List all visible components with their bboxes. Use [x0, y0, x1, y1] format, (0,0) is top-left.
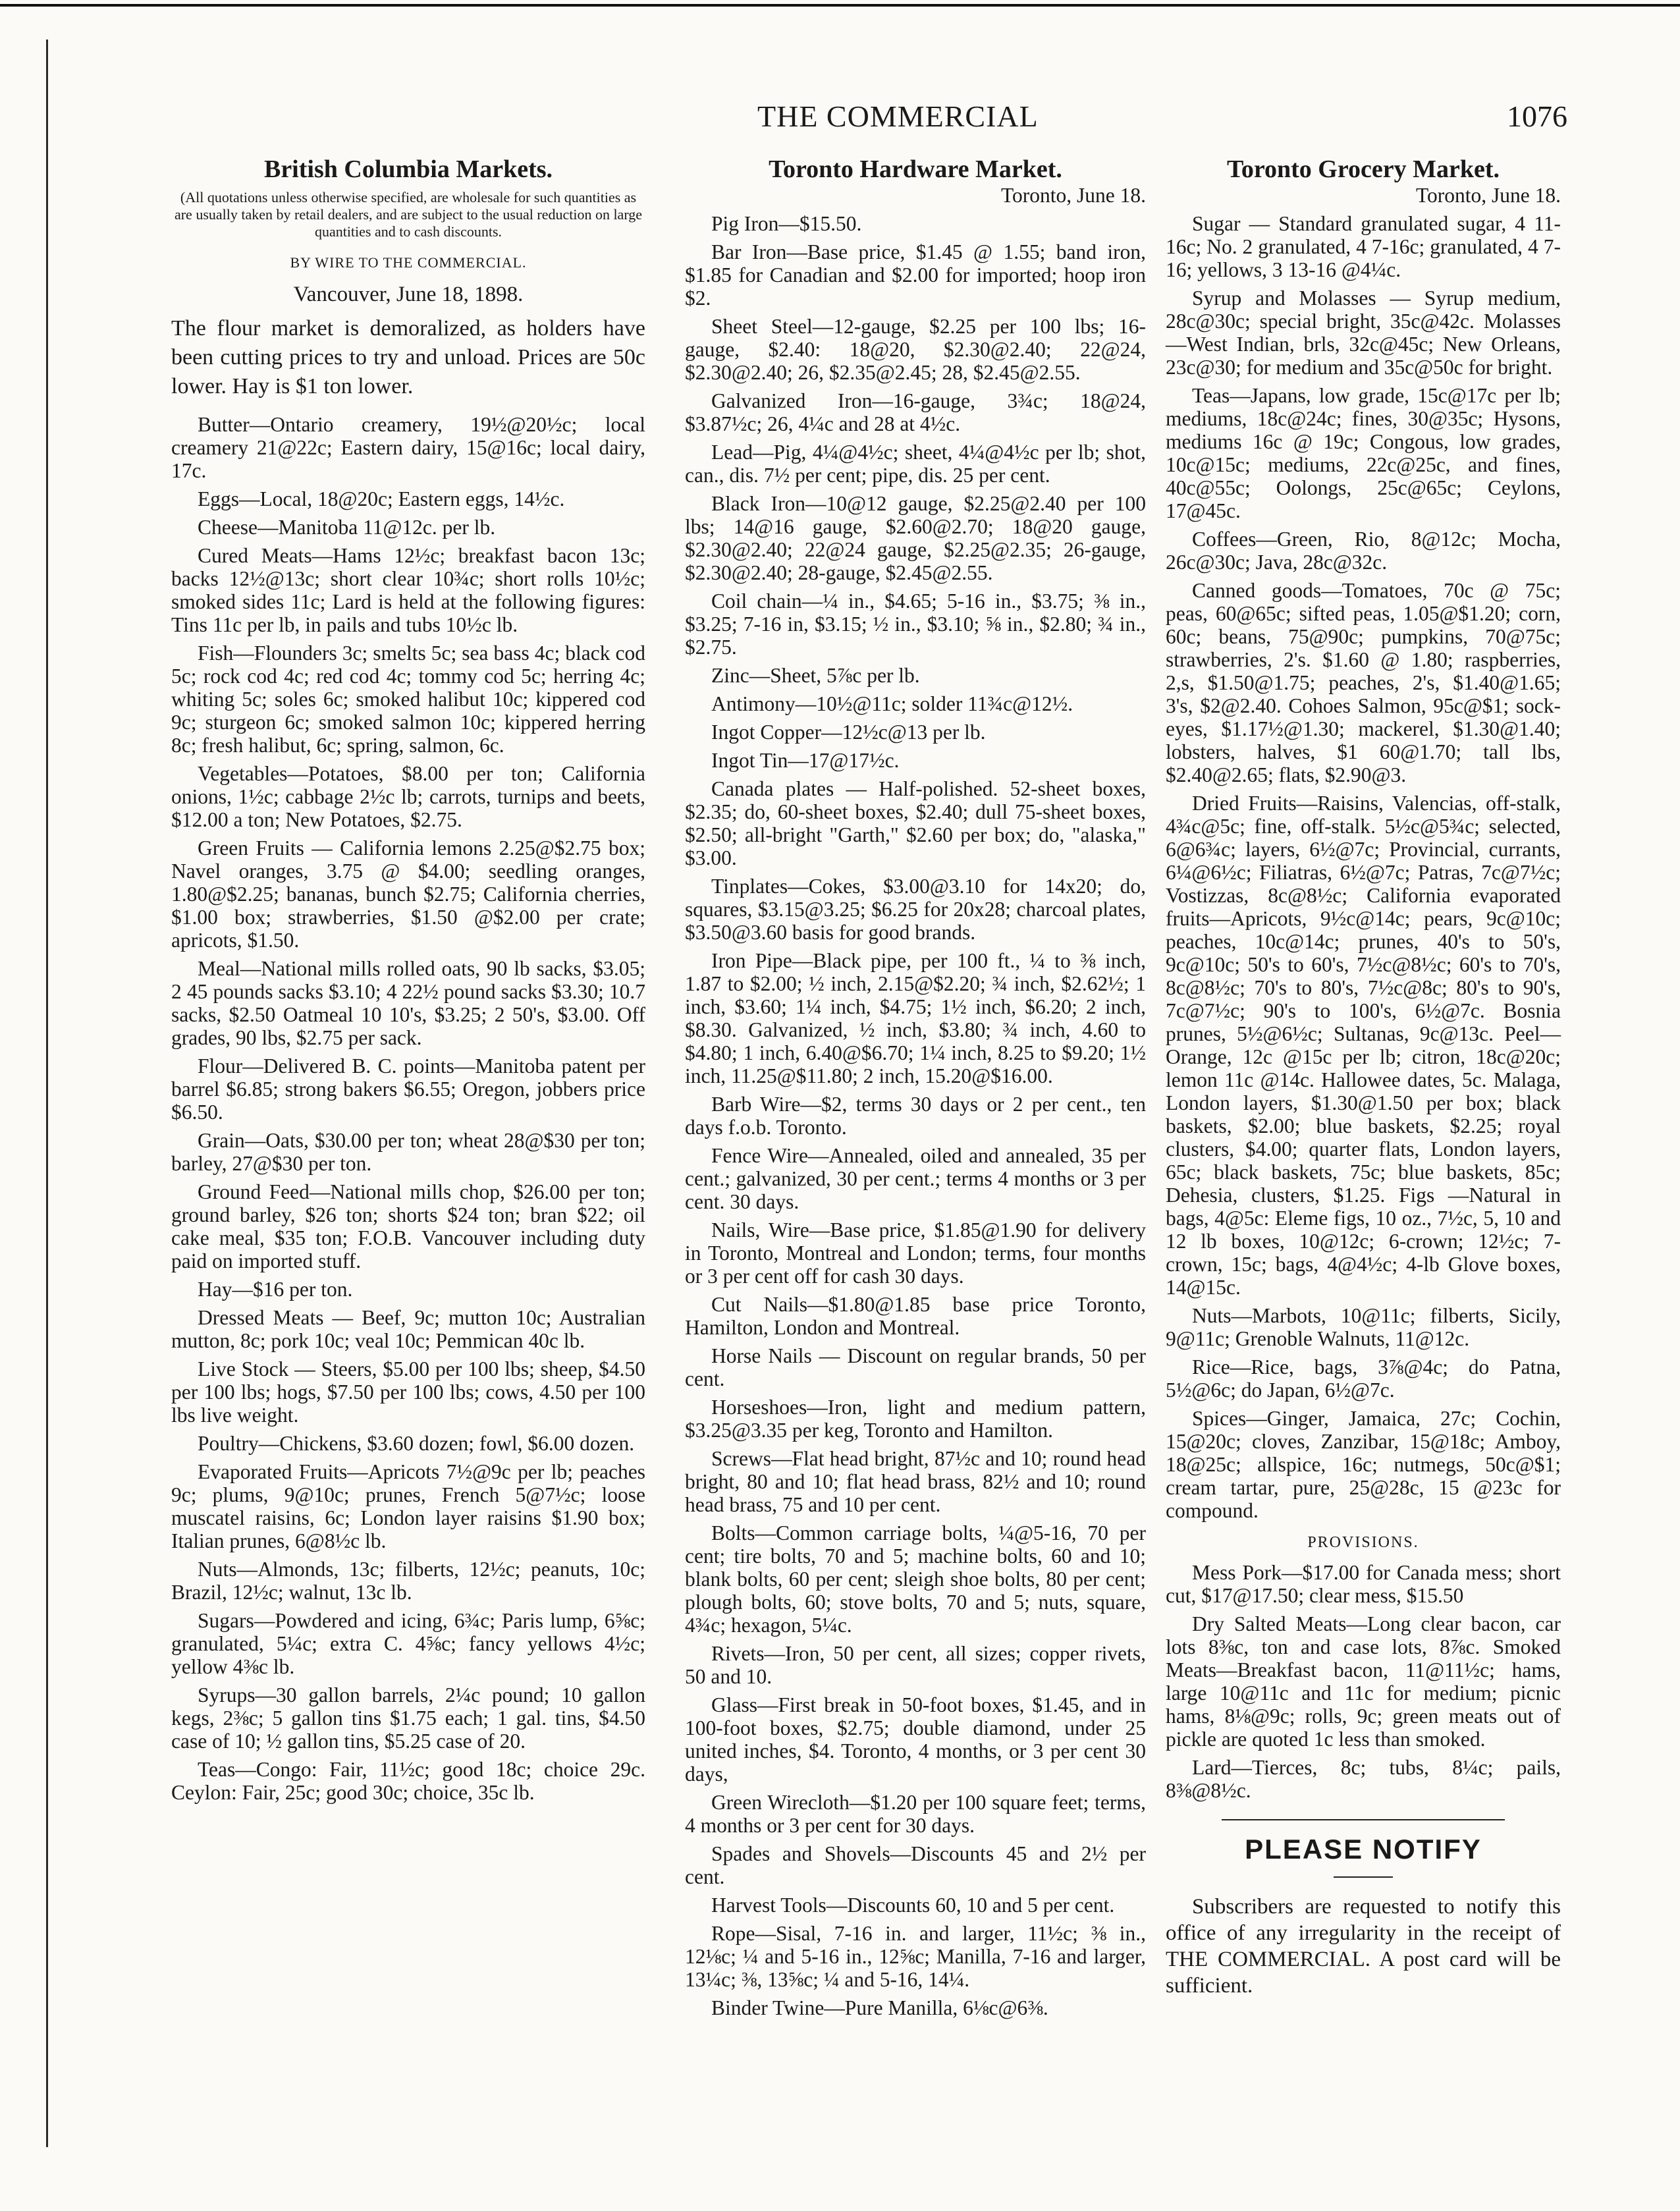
grocery-heading: Toronto Grocery Market.: [1226, 155, 1500, 183]
market-item: Syrup and Molasses — Syrup medium, 28c@30c; special bright, 35c@42c. Molasses—West Indian, brls, 32c@45c; New Orleans, 23c@30; for medium and 35c@50c for bright.: [1166, 287, 1561, 379]
market-item: Iron Pipe—Black pipe, per 100 ft., ¼ to ⅜ inch, 1.87 to $2.00; ½ inch, 2.15@$2.20; ¾ inch, $2.62½; 1 inch, $3.60; 1¼ inch, $4.75; 1½ inch, $6.20; 2 inch, $8.30. Galvanized, ½ inch, $3.80; ¾ inch, 4.60 to $4.80; 1 inch, 6.40@$6.70; 1¼ inch, 8.25 to $9.20; 1½ inch, 11.25@$11.80; 2 inch, 15.20@$16.00.: [685, 949, 1146, 1087]
column-hardware-market: [685, 155, 1146, 2025]
market-item: Grain—Oats, $30.00 per ton; wheat 28@$30 per ton; barley, 27@$30 per ton.: [171, 1129, 645, 1175]
market-item: Mess Pork—$17.00 for Canada mess; short cut, $17@17.50; clear mess, $15.50: [1166, 1561, 1561, 1607]
market-item: Live Stock — Steers, $5.00 per 100 lbs; sheep, $4.50 per 100 lbs; hogs, $7.50 per 100 lbs; cows, 4.50 per 100 lbs live weight.: [171, 1357, 645, 1427]
column-bc-markets: [171, 155, 645, 1809]
market-item: Ingot Copper—12½c@13 per lb.: [711, 721, 986, 744]
market-item: Dry Salted Meats—Long clear bacon, car lots 8⅜c, ton and case lots, 8⅞c. Smoked Meats—Breakfast bacon, 11@11½c; hams, large 10@11c and 11c for medium; picnic hams, 8⅛@9c; rolls, 9c; green meats out of pickle are quoted 1c less than smoked.: [1166, 1612, 1561, 1751]
market-item: Black Iron—10@12 gauge, $2.25@2.40 per 100 lbs; 14@16 gauge, $2.60@2.70; 18@20 gauge, $2.30@2.40; 22@24 gauge, $2.25@2.35; 26-gauge, $2.30@2.40; 28-gauge, $2.45@2.55.: [685, 492, 1146, 584]
bc-byline: BY WIRE TO THE COMMERCIAL.: [290, 254, 527, 271]
market-item: Horse Nails — Discount on regular brands, 50 per cent.: [685, 1344, 1146, 1390]
grocery-items: [1166, 212, 1561, 1522]
market-item: Spades and Shovels—Discounts 45 and 2½ per cent.: [685, 1842, 1146, 1888]
market-item: Evaporated Fruits—Apricots 7½@9c per lb; peaches 9c; plums, 9@10c; prunes, French 5@7½c; loose muscatel raisins, 6c; London layer raisins $1.90 box; Italian prunes, 6@8½c lb.: [171, 1460, 645, 1552]
notify-body: Subscribers are requested to notify this office of any irregularity in the receipt of THE COMMERCIAL. A post card will be sufficient.: [1166, 1895, 1561, 1998]
market-item: Nuts—Marbots, 10@11c; filberts, Sicily, 9@11c; Grenoble Walnuts, 11@12c.: [1166, 1304, 1561, 1350]
market-item: Spices—Ginger, Jamaica, 27c; Cochin, 15@20c; cloves, Zanzibar, 15@18c; Amboy, 18@25c; allspice, 16c; nutmegs, 50c@$1; cream tartar, pure, 25@28c, 15 @23c for compound.: [1166, 1407, 1561, 1522]
market-item: Poultry—Chickens, $3.60 dozen; fowl, $6.00 dozen.: [198, 1432, 635, 1455]
notify-short-rule: [1334, 1876, 1393, 1878]
market-item: Green Wirecloth—$1.20 per 100 square feet; terms, 4 months or 3 per cent for 30 days.: [685, 1791, 1146, 1837]
market-item: Coffees—Green, Rio, 8@12c; Mocha, 26c@30c; Java, 28c@32c.: [1166, 528, 1561, 574]
market-item: Dried Fruits—Raisins, Valencias, off-stalk, 4¾c@5c; fine, off-stalk. 5½c@5¾c; selected, 6@6¾c; layers, 6½@7c; Provincial, currants, 6¼@6½c; Filiatras, 6½@7c; Patras, 7c@7½c; Vostizzas, 8c@8½c; California evaporated fruits—Apricots, 9½c@14c; pears, 9c@10c; peaches, 10c@14c; prunes, 40's to 50's, 9c@10c; 50's to 60's, 7½c@8½c; 60's to 70's, 8c@8½c; 70's to 80's, 7½c@8c; 80's to 90's, 7c@7½c; 90's to 100's, 6½@7c. Bosnia prunes, 5½@6½c; Sultanas, 9c@13c. Peel—Orange, 12c @15c per lb; citron, 18c@20c; lemon 11c @14c. Hallowee dates, 5c. Malaga, London layers, $1.30@1.50 per box; black baskets, $2.00; blue baskets, $2.25; royal clusters, $4.00; quarter flats, London layers, 65c; black baskets, 75c; blue baskets, 85c; Dehesia, clusters, $1.25. Figs —Natural in bags, 4@5c: Eleme figs, 10 oz., 7½c, 5, 10 and 12 lb boxes, 10@12c; 6-crown; 12½c; 7-crown, 15c; bags, 4@4½c; 4-lb Glove boxes, 14@15c.: [1166, 792, 1561, 1299]
market-item: Zinc—Sheet, 5⅞c per lb.: [711, 664, 920, 687]
binding-margin-line: [46, 40, 48, 2147]
publication-title: THE COMMERCIAL: [757, 99, 1039, 133]
market-item: Vegetables—Potatoes, $8.00 per ton; California onions, 1½c; cabbage 2½c lb; carrots, turnips and beets, $12.00 a ton; New Potatoes, $2.75.: [171, 762, 645, 831]
market-item: Dressed Meats — Beef, 9c; mutton 10c; Australian mutton, 8c; pork 10c; veal 10c; Pemmican 40c lb.: [171, 1306, 645, 1352]
grocery-dateline: Toronto, June 18.: [1415, 184, 1561, 207]
market-item: Harvest Tools—Discounts 60, 10 and 5 per cent.: [711, 1894, 1115, 1917]
market-item: Ground Feed—National mills chop, $26.00 per ton; ground barley, $26 ton; shorts $24 ton; bran $22; oil cake meal, $35 ton; F.O.B. Vancouver including duty paid on imported stuff.: [171, 1180, 645, 1272]
market-item: Pig Iron—$15.50.: [711, 212, 862, 235]
provisions-heading: PROVISIONS.: [1307, 1534, 1419, 1551]
bc-items: [171, 413, 645, 1804]
market-item: Galvanized Iron—16-gauge, 3¾c; 18@24, $3.87½c; 26, 4¼c and 28 at 4½c.: [685, 389, 1146, 435]
notify-top-rule: [1222, 1819, 1505, 1820]
hardware-dateline: Toronto, June 18.: [1000, 184, 1146, 207]
market-item: Teas—Congo: Fair, 11½c; good 18c; choice 29c. Ceylon: Fair, 25c; good 30c; choice, 35c lb.: [171, 1758, 645, 1804]
market-item: Butter—Ontario creamery, 19½@20½c; local creamery 21@22c; Eastern dairy, 15@16c; local dairy, 17c.: [171, 413, 645, 482]
market-item: Lard—Tierces, 8c; tubs, 8¼c; pails, 8⅜@8½c.: [1166, 1756, 1561, 1802]
market-item: Teas—Japans, low grade, 15c@17c per lb; mediums, 18c@24c; fines, 30@35c; Hysons, mediums 16c @ 19c; Congous, low grades, 10c@15c; mediums, 22c@25c, and fines, 40c@55c; Oolongs, 25c@65c; Ceylons, 17@45c.: [1166, 384, 1561, 522]
hardware-items: [685, 212, 1146, 2019]
hardware-heading: Toronto Hardware Market.: [769, 155, 1062, 183]
market-item: Barb Wire—$2, terms 30 days or 2 per cent., ten days f.o.b. Toronto.: [685, 1093, 1146, 1139]
market-item: Sugar — Standard granulated sugar, 4 11-16c; No. 2 granulated, 4 7-16c; granulated, 4 7-16; yellows, 3 13-16 @4¼c.: [1166, 212, 1561, 281]
market-item: Bolts—Common carriage bolts, ¼@5-16, 70 per cent; tire bolts, 70 and 5; machine bolts, 60 and 10; blank bolts, 60 per cent; sleigh shoe bolts, 80 per cent; plough bolts, 60; stove bolts, 70 and 5; nuts, square, 4¾c; hexagon, 5¼c.: [685, 1521, 1146, 1637]
market-item: Cut Nails—$1.80@1.85 base price Toronto, Hamilton, London and Montreal.: [685, 1293, 1146, 1339]
bc-dateline: Vancouver, June 18, 1898.: [293, 283, 524, 306]
top-rule: [0, 4, 1680, 7]
market-item: Ingot Tin—17@17½c.: [711, 749, 900, 772]
bc-note: (All quotations unless otherwise specified, are wholesale for such quantities as are usually taken by retail dealers, and are subject to the usual reduction on large quantities and to cash discounts.: [174, 189, 643, 240]
bc-heading: British Columbia Markets.: [263, 155, 553, 183]
market-item: Green Fruits — California lemons 2.25@$2.75 box; Navel oranges, 3.75 @ $4.00; seedling oranges, 1.80@$2.25; bananas, bunch $2.75; California cherries, $1.00 box; strawberries, $1.50 @$2.00 per crate; apricots, $1.50.: [171, 836, 645, 952]
market-item: Tinplates—Cokes, $3.00@3.10 for 14x20; do, squares, $3.15@3.25; $6.25 for 20x28; charcoal plates, $3.50@3.60 basis for good brands.: [685, 875, 1146, 944]
page-header: [119, 99, 1567, 138]
market-item: Cheese—Manitoba 11@12c. per lb.: [198, 516, 496, 539]
market-item: Rice—Rice, bags, 3⅞@4c; do Patna, 5½@6c; do Japan, 6½@7c.: [1166, 1355, 1561, 1402]
market-item: Fence Wire—Annealed, oiled and annealed, 35 per cent.; galvanized, 30 per cent.; terms 4 months or 3 per cent. 30 days.: [685, 1144, 1146, 1213]
market-item: Sugars—Powdered and icing, 6¾c; Paris lump, 6⅝c; granulated, 5¼c; extra C. 4⅝c; fancy yellows 4½c; yellow 4⅜c lb.: [171, 1609, 645, 1678]
market-item: Antimony—10½@11c; solder 11¾c@12½.: [711, 692, 1073, 715]
market-item: Cured Meats—Hams 12½c; breakfast bacon 13c; backs 12½@13c; short clear 10¾c; short rolls 10½c; smoked sides 11c; Lard is held at the following figures: Tins 11c per lb, in pails and tubs 10½c lb.: [171, 544, 645, 636]
notify-heading: PLEASE NOTIFY: [1245, 1834, 1482, 1865]
market-item: Meal—National mills rolled oats, 90 lb sacks, $3.05; 2 45 pounds sacks $3.10; 4 22½ pound sacks $3.30; 10.7 sacks, $2.50 Oatmeal 10 10's, $3.25; 2 50's, $3.00. Off grades, 90 lbs, $2.75 per sack.: [171, 957, 645, 1049]
market-item: Rope—Sisal, 7-16 in. and larger, 11½c; ⅜ in., 12⅛c; ¼ and 5-16 in., 12⅝c; Manilla, 7-16 and larger, 13¼c; ⅜, 13⅝c; ¼ and 5-16, 14¼.: [685, 1922, 1146, 1991]
market-item: Sheet Steel—12-gauge, $2.25 per 100 lbs; 16-gauge, $2.40: 18@20, $2.30@2.40; 22@24, $2.30@2.40; 26, $2.35@2.45; 28, $2.45@2.55.: [685, 315, 1146, 384]
market-item: Flour—Delivered B. C. points—Manitoba patent per barrel $6.85; strong bakers $6.55; Oregon, jobbers price $6.50.: [171, 1054, 645, 1124]
provisions-items: [1166, 1561, 1561, 1802]
market-item: Canned goods—Tomatoes, 70c @ 75c; peas, 60@65c; sifted peas, 1.05@$1.20; corn, 60c; beans, 75@90c; pumpkins, 70@75c; strawberries, 2's. $1.60 @ 1.80; raspberries, 2,s, $1.50@1.75; peaches, 2's, $1.40@1.65; 3's, $2@2.40. Cohoes Salmon, 95c@$1; sock-eyes, $1.17½@1.30; mackerel, $1.30@1.40; lobsters, halves, $1 60@1.70; tall lbs, $2.40@2.65; flats, $2.90@3.: [1166, 579, 1561, 786]
market-item: Binder Twine—Pure Manilla, 6⅛c@6⅜.: [711, 1996, 1048, 2019]
market-item: Nuts—Almonds, 13c; filberts, 12½c; peanuts, 10c; Brazil, 12½c; walnut, 13c lb.: [171, 1558, 645, 1604]
market-item: Screws—Flat head bright, 87½c and 10; round head bright, 80 and 10; flat head brass, 82½ and 10; round head brass, 75 and 10 per cent.: [685, 1447, 1146, 1516]
market-item: Syrups—30 gallon barrels, 2¼c pound; 10 gallon kegs, 2⅜c; 5 gallon tins $1.75 each; 1 gal. tins, $4.50 case of 10; ½ gallon tins, $5.25 case of 20.: [171, 1683, 645, 1753]
market-item: Bar Iron—Base price, $1.45 @ 1.55; band iron, $1.85 for Canadian and $2.00 for imported; hoop iron $2.: [685, 240, 1146, 310]
market-item: Fish—Flounders 3c; smelts 5c; sea bass 4c; black cod 5c; rock cod 4c; red cod 4c; tommy cod 5c; herring 4c; whiting 5c; soles 6c; smoked halibut 10c; kippered cod 9c; sturgeon 6c; smoked salmon 10c; kippered herring 8c; fresh halibut, 6c; spring, salmon, 6c.: [171, 641, 645, 757]
market-item: Rivets—Iron, 50 per cent, all sizes; copper rivets, 50 and 10.: [685, 1642, 1146, 1688]
market-item: Nails, Wire—Base price, $1.85@1.90 for delivery in Toronto, Montreal and London; terms, four months or 3 per cent off for cash 30 days.: [685, 1218, 1146, 1288]
market-item: Horseshoes—Iron, light and medium pattern, $3.25@3.35 per keg, Toronto and Hamilton.: [685, 1396, 1146, 1442]
market-item: Eggs—Local, 18@20c; Eastern eggs, 14½c.: [198, 487, 565, 510]
market-item: Hay—$16 per ton.: [198, 1278, 353, 1301]
market-item: Coil chain—¼ in., $4.65; 5-16 in., $3.75; ⅜ in., $3.25; 7-16 in, $3.15; ½ in., $3.10; ⅝ in., $2.80; ¾ in., $2.75.: [685, 589, 1146, 659]
market-item: Lead—Pig, 4¼@4½c; sheet, 4¼@4½c per lb; shot, can., dis. 7½ per cent; pipe, dis. 25 per cent.: [685, 441, 1146, 487]
page-number: 1076: [1507, 99, 1567, 133]
market-item: Glass—First break in 50-foot boxes, $1.45, and in 100-foot boxes, $2.75; double diamond, under 25 united inches, $4. Toronto, 4 months, or 3 per cent 30 days,: [685, 1693, 1146, 1786]
column-grocery-market: [1166, 155, 1561, 1999]
bc-intro: The flour market is demoralized, as holders have been cutting prices to try and unload. Prices are 50c lower. Hay is $1 ton lower.: [171, 316, 645, 398]
market-item: Canada plates — Half-polished. 52-sheet boxes, $2.35; do, 60-sheet boxes, $2.40; dull 75-sheet boxes, $2.50; all-bright "Garth," $2.60 per box; do, "alaska," $3.00.: [685, 777, 1146, 869]
